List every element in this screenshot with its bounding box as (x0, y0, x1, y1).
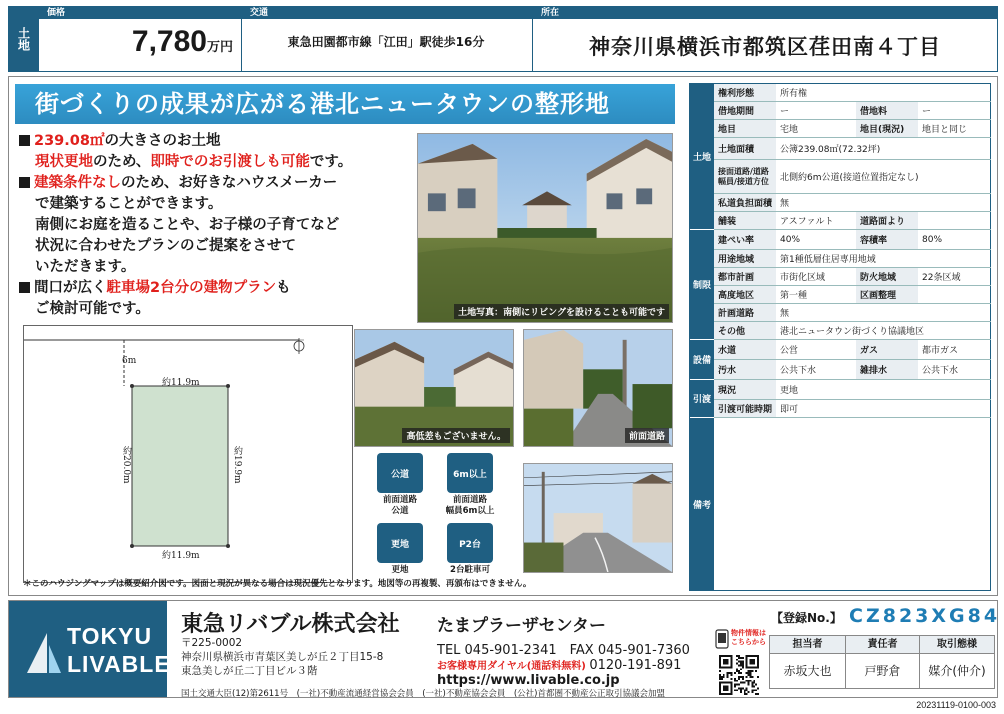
spec-row (714, 322, 991, 340)
price-value (43, 25, 233, 59)
website-link[interactable]: https://www.livable.co.jp (437, 673, 620, 688)
selling-point-line (19, 173, 419, 194)
plan-left-depth: 約20.0m (121, 446, 131, 484)
selling-point-text: 駐車場2台分の建物プラン (106, 280, 277, 296)
selling-point-text: ご検討可能です。 (35, 301, 150, 317)
smartphone-icon (715, 629, 729, 649)
spec-value: 公共下水 (780, 366, 817, 376)
qr-code-icon[interactable] (719, 655, 759, 695)
selling-point-text: の大きさのお土地 (104, 133, 221, 149)
price-unit: 万円 (206, 39, 233, 54)
road-width-icon: 6m以上 (447, 453, 493, 493)
land-photo (417, 133, 673, 323)
spec-value: ー (780, 107, 790, 117)
selling-point-line (19, 257, 419, 278)
spec-category: 設備 (690, 340, 714, 380)
selling-point-text: のため、お好きなハウスメーカー (121, 175, 338, 191)
selling-point-text: いただきます。 (35, 259, 136, 275)
spec-key: 高度地区 (714, 286, 776, 303)
staff-person: 赤坂大也 (783, 664, 832, 678)
address-value: 神奈川県横浜市都筑区荏田南４丁目 (589, 35, 941, 59)
land-photo-caption: 土地写真：南側にリビングを設けることも可能です (454, 304, 669, 319)
logo-mark-icon (17, 623, 67, 683)
spec-row (714, 194, 991, 212)
spec-value: 所有権 (780, 89, 808, 99)
logo-text-1: TOKYU (67, 623, 153, 649)
disclaimer: ＊このハウジングマップは概要紹介図です。図面と現況が異なる場合は現況優先となります。地図等の再複製、再頒布はできません。 (23, 579, 532, 589)
vacant-land-icon: 更地 (377, 523, 423, 563)
access-value: 東急田園都市線「江田」駅徒歩16分 (287, 35, 485, 49)
staff-header-manager: 責任者 (846, 636, 919, 654)
spec-key: 区画整理 (856, 286, 918, 303)
spec-key: ガス (856, 340, 918, 359)
spec-value: 40% (780, 234, 801, 245)
spec-value: 都市ガス (922, 346, 959, 356)
selling-point-text: 239.08㎡ (34, 133, 105, 149)
spec-row (714, 230, 991, 250)
spec-row (714, 84, 991, 102)
selling-point-text: 現状更地 (35, 154, 93, 170)
address-line-1: 神奈川県横浜市青葉区美しが丘２丁目15-8 (181, 651, 384, 663)
document-id: 20231119-0100-003 (916, 700, 996, 710)
spec-key: 舗装 (714, 212, 776, 229)
selling-points (19, 131, 419, 320)
street-photo (523, 463, 673, 573)
spec-value: 第一種 (780, 291, 808, 301)
spec-key: 計画道路 (714, 304, 776, 321)
price-label: 価格 (39, 7, 241, 19)
spec-key: 水道 (714, 340, 776, 359)
selling-point-text: のため、 (93, 154, 151, 170)
selling-point-text: です。 (309, 154, 353, 170)
headline: 街づくりの成果が広がる港北ニュータウンの整形地 (15, 84, 675, 124)
spec-value: 第1種低層住居専用地域 (780, 255, 876, 265)
property-spec-table (689, 83, 991, 591)
parking-icon: P2台 (447, 523, 493, 563)
spec-key: 引渡可能時期 (714, 400, 776, 417)
dial-number[interactable]: 0120-191-891 (589, 658, 682, 673)
spec-key: 道路面より (856, 212, 918, 229)
selling-point-text: 南側にお庭を造ることや、お子様の子育てなど (35, 217, 340, 233)
spec-row (714, 304, 991, 322)
selling-point-text: も (276, 280, 291, 296)
price-number: 7,780 (131, 25, 207, 58)
property-type-label: 土地 (9, 7, 39, 71)
spec-key: 地目 (714, 120, 776, 137)
registration-number: CZ823XG84 (849, 605, 1001, 627)
staff-table (769, 635, 995, 689)
spec-row (714, 250, 991, 268)
spec-row (714, 138, 991, 160)
address-label: 所在 (533, 7, 998, 19)
spec-row (714, 160, 991, 194)
spec-key: 地目(現況) (856, 120, 918, 137)
spec-value: 80% (922, 234, 943, 245)
site-plan (23, 325, 353, 583)
spec-row (714, 380, 991, 400)
access-label: 交通 (242, 7, 532, 19)
selling-point-text: で建築することができます。 (35, 196, 223, 212)
bullet-square-icon (19, 177, 30, 188)
selling-point-line (19, 131, 419, 152)
spec-row (714, 360, 991, 380)
spec-value: 無 (780, 309, 790, 319)
tokyu-livable-logo (9, 601, 171, 697)
spec-key: 都市計画 (714, 268, 776, 285)
registration-box (769, 603, 1001, 631)
tile-label-public-road: 前面道路 公道 (382, 495, 417, 516)
selling-point-line (19, 236, 419, 257)
selling-point-line (19, 299, 419, 320)
spec-key: 私道負担面積 (714, 194, 776, 211)
spec-row (714, 268, 991, 286)
selling-point-line (19, 152, 419, 173)
spec-row (714, 340, 991, 360)
spec-key: その他 (714, 322, 776, 339)
spec-key: 汚水 (714, 360, 776, 379)
selling-point-line (19, 215, 419, 236)
tile-label-parking: 2台駐車可 (450, 565, 490, 575)
spec-value: 宅地 (780, 125, 799, 135)
toll-free-dial[interactable] (437, 657, 681, 673)
registration-label: 【登録No.】 (771, 611, 842, 625)
spec-row (714, 120, 991, 138)
plan-setback: 6m (122, 356, 137, 366)
spec-row (714, 400, 991, 418)
tile-label-vacant: 更地 (391, 565, 409, 575)
spec-value: 港北ニュータウン街づくり協議地区 (780, 327, 925, 337)
branch-name: たまプラーザセンター (437, 616, 606, 636)
spec-category-remarks: 備考 (690, 418, 714, 590)
spec-category: 引渡 (690, 380, 714, 418)
spec-value: 公営 (780, 346, 799, 356)
dial-label: お客様専用ダイヤル(通話料無料) (437, 661, 586, 672)
spec-category: 土地 (690, 84, 714, 230)
spec-key: 借地料 (856, 102, 918, 119)
spec-key: 借地期間 (714, 102, 776, 119)
spec-row (714, 102, 991, 120)
neighborhood-photo-caption: 高低差もございません。 (402, 428, 510, 443)
spec-row (714, 286, 991, 304)
spec-value: 更地 (780, 386, 799, 396)
staff-header-transaction: 取引態様 (920, 636, 994, 654)
spec-value: 即可 (780, 405, 799, 415)
front-road-photo-caption: 前面道路 (625, 428, 669, 443)
spec-value: アスファルト (780, 217, 834, 227)
plan-top-width: 約11.9m (162, 378, 200, 388)
spec-key: 用途地域 (714, 250, 776, 267)
spec-key: 雑排水 (856, 360, 918, 379)
staff-header-person: 担当者 (770, 636, 845, 654)
footer (8, 600, 1001, 699)
spec-key: 防火地域 (856, 268, 918, 285)
spec-key: 現況 (714, 380, 776, 399)
license-info: 国土交通大臣(12)第2611号 (一社)不動産流通経営協会会員 (一社)不動産協会会員 (公社)首都圏不動産公正取引協議会加盟 (181, 689, 665, 699)
spec-value: 北側約6m公道(接道位置指定なし) (780, 173, 919, 183)
staff-manager: 戸野倉 (864, 664, 901, 678)
spec-value: 地目と同じ (922, 125, 968, 135)
spec-value: 公共下水 (922, 366, 959, 376)
zip-code: 〒225-0002 (181, 637, 243, 649)
selling-point-text: 建築条件なし (34, 175, 121, 191)
front-road-photo (523, 329, 673, 447)
logo-text-2: LIVABLE (67, 651, 171, 677)
spec-value: 市街化区域 (780, 273, 826, 283)
main-content (8, 76, 998, 596)
spec-key: 容積率 (856, 230, 918, 249)
address-line-2: 東急美しが丘二丁目ビル３階 (181, 665, 318, 677)
selling-point-text: 即時でのお引渡しも可能 (150, 154, 310, 170)
spec-value: ー (922, 107, 932, 117)
plan-right-depth: 約19.9m (232, 446, 242, 484)
selling-point-text: 間口が広く (34, 280, 107, 296)
spec-key: 土地面積 (714, 138, 776, 159)
qr-caption: 物件情報は こちらから (731, 629, 766, 646)
neighborhood-photo (354, 329, 514, 447)
spec-value: 22条区域 (922, 273, 961, 283)
company-name: 東急リバブル株式会社 (181, 612, 400, 637)
spec-category: 制限 (690, 230, 714, 340)
spec-key: 権利形態 (714, 84, 776, 101)
spec-value: 公簿239.08㎡(72.32坪) (780, 145, 881, 155)
plan-bottom-width: 約11.9m (162, 551, 200, 561)
selling-point-line (19, 278, 419, 299)
selling-point-line (19, 194, 419, 215)
spec-key: 接面道路/道路幅員/接道方位 (714, 160, 776, 193)
spec-row (714, 212, 991, 230)
tile-label-road-width: 前面道路 幅員6m以上 (445, 495, 495, 516)
summary-bar (8, 6, 998, 72)
staff-transaction: 媒介(仲介) (928, 664, 986, 678)
spec-key: 建ぺい率 (714, 230, 776, 249)
selling-point-text: 状況に合わせたプランのご提案をさせて (35, 238, 296, 254)
spec-value: 無 (780, 199, 790, 209)
tel-fax[interactable]: TEL 045-901-2341 FAX 045-901-7360 (437, 643, 690, 658)
road-icon: 公道 (377, 453, 423, 493)
bullet-square-icon (19, 282, 30, 293)
bullet-square-icon (19, 135, 30, 146)
